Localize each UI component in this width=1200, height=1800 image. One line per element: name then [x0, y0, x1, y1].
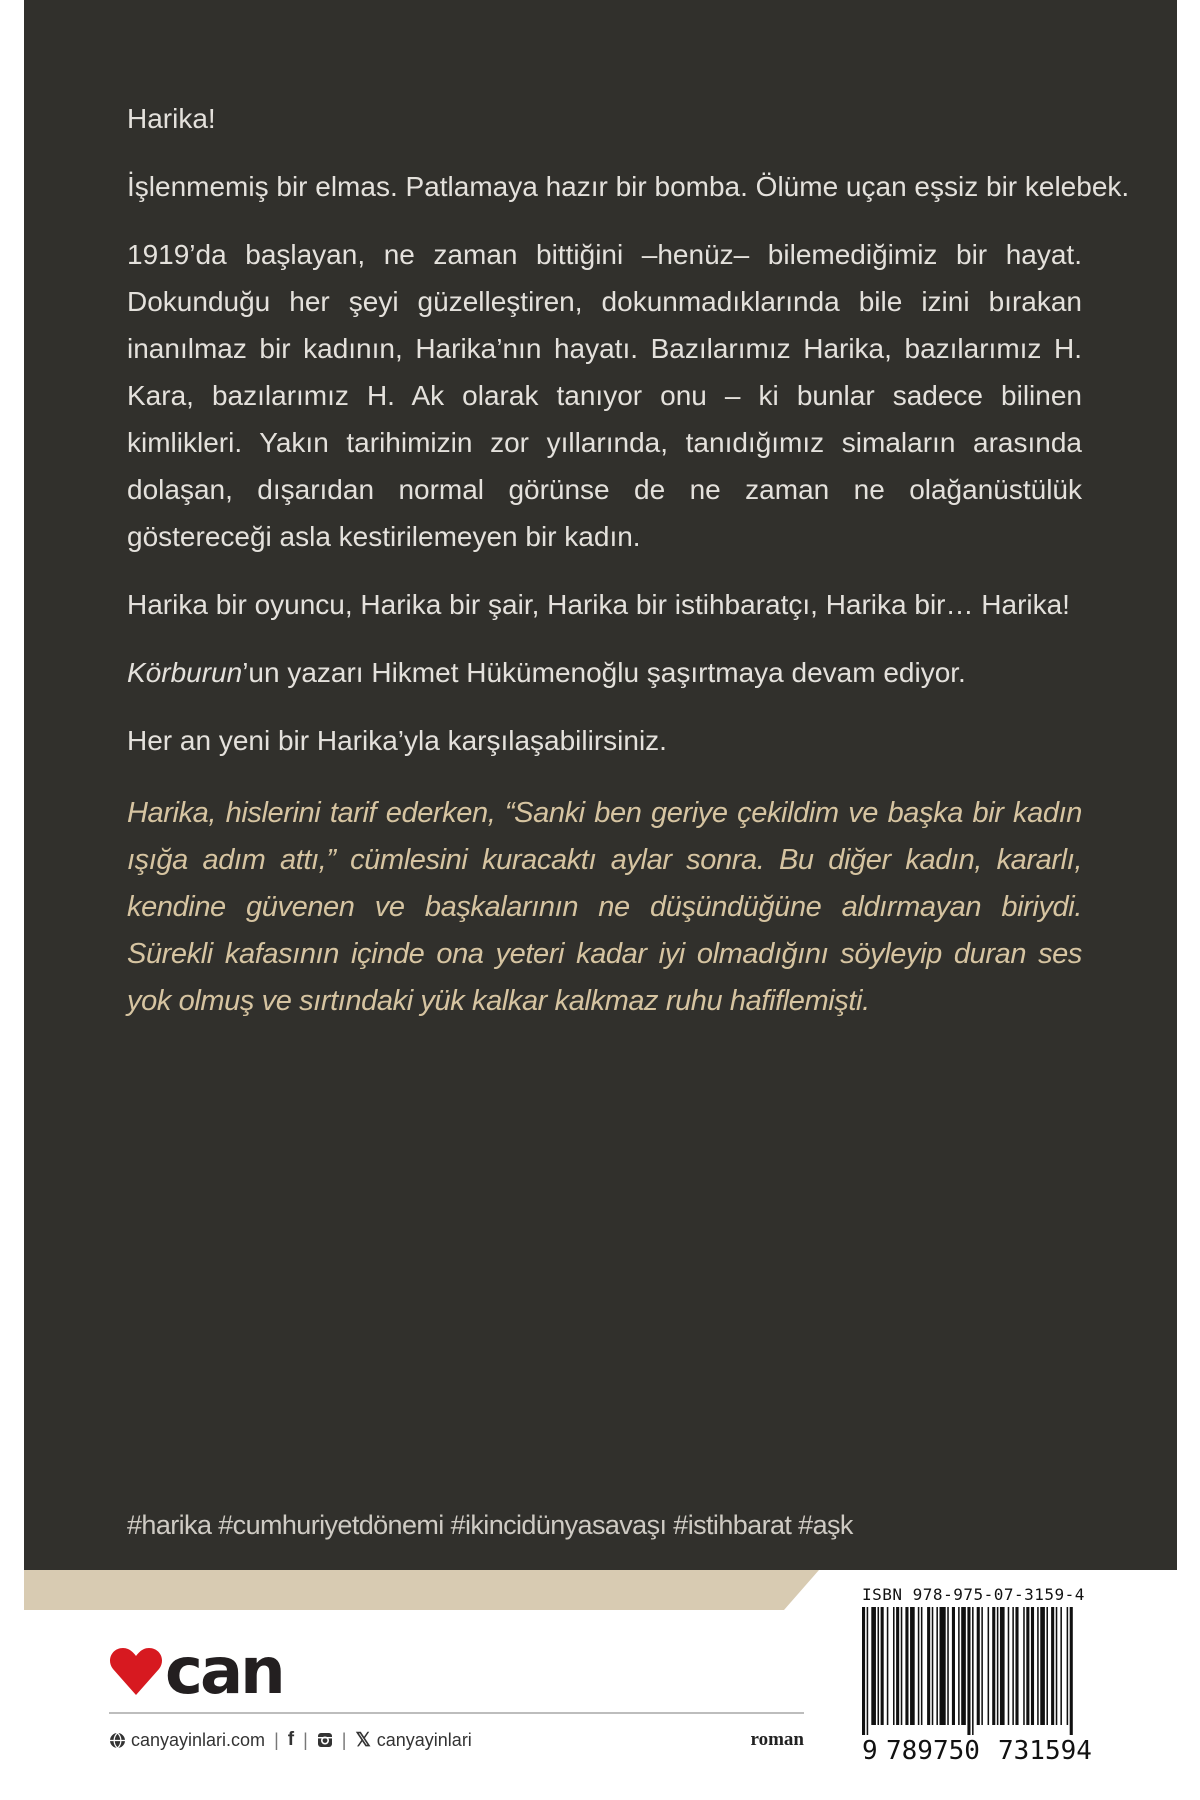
blurb-column	[127, 95, 1130, 785]
publisher-logo	[109, 1635, 283, 1709]
barcode-bar	[918, 1607, 920, 1725]
barcode-bar	[967, 1607, 970, 1735]
isbn-left-group: 789750	[886, 1736, 980, 1766]
blurb-paragraph-2: İşlenmemiş bir elmas. Patlamaya hazır bir bomba. Ölüme uçan eşsiz bir kelebek.	[127, 171, 1130, 202]
barcode-bar	[905, 1607, 908, 1725]
barcode-bar	[936, 1607, 938, 1725]
barcode-bar	[1015, 1607, 1018, 1725]
barcode-bar	[961, 1607, 966, 1725]
barcode-bar	[958, 1607, 960, 1725]
barcode-bar	[1008, 1607, 1010, 1725]
barcode-bar	[927, 1607, 930, 1725]
isbn-right-group: 731594	[998, 1736, 1092, 1766]
isbn-digits	[862, 1736, 1122, 1766]
blurb-paragraph-3: 1919’da başlayan, ne zaman bittiğini –henüz– bilemediğimiz bir hayat. Dokunduğu her şeyi güzelleştiren, dokunmadıklarında bile izini bırakan inanılmaz bir kadının, Harika’nın hayatı. Bazılarımız Harika, bazılarımız H. Kara, bazılarımız H. Ak olarak tanıyor onu – ki bunlar sadece bilinen kimlikleri. Yakın tarihimizin zor yıllarında, tanıdığımız simaların arasında dolaşan, dışarıdan normal görünse de ne zaman ne olağanüstülük göstereceği asla kestirilemeyen bir kadın.	[127, 239, 1082, 552]
barcode-bar	[878, 1607, 880, 1725]
barcode-bar	[862, 1607, 865, 1735]
author-line-text: ’un yazarı Hikmet Hükümenoğlu şaşırtmaya devam ediyor.	[242, 657, 966, 688]
barcode-bar	[972, 1607, 974, 1735]
barcode-bar	[1040, 1607, 1045, 1725]
separator: |	[341, 1729, 347, 1750]
barcode-bar	[896, 1607, 899, 1725]
barcode-bar	[867, 1607, 869, 1735]
globe-icon	[109, 1732, 126, 1749]
isbn-first-digit: 9	[862, 1736, 878, 1766]
hashtags: #harika #cumhuriyetdönemi #ikincidünyasavaşı #istihbarat #aşk	[127, 1510, 853, 1540]
closing-line: Her an yeni bir Harika’yla karşılaşabilirsiniz.	[127, 725, 667, 756]
barcode-bar	[1037, 1607, 1039, 1725]
barcode-bar	[952, 1607, 955, 1725]
barcode-bar	[1046, 1607, 1048, 1725]
barcode-bar	[1000, 1607, 1005, 1725]
separator: |	[274, 1729, 279, 1750]
barcode-bar	[881, 1607, 884, 1725]
blurb-paragraph-4: Harika bir oyuncu, Harika bir şair, Harika bir istihbaratçı, Harika bir… Harika!	[127, 589, 1070, 620]
book-back-cover	[24, 0, 1177, 1800]
barcode-bar	[1056, 1607, 1058, 1725]
blurb-paragraph-1: Harika!	[127, 103, 216, 134]
barcode-bar	[1012, 1607, 1014, 1725]
barcode-bar	[1067, 1607, 1069, 1725]
instagram-icon[interactable]	[317, 1732, 333, 1748]
barcode-bar	[871, 1607, 876, 1725]
barcode-bar	[988, 1607, 990, 1725]
dark-panel	[24, 0, 1177, 1570]
barcode-bar	[893, 1607, 895, 1725]
barcode-bar	[997, 1607, 999, 1725]
website-link[interactable]: canyayinlari.com	[131, 1729, 266, 1750]
barcode-bar	[1031, 1607, 1034, 1725]
x-icon[interactable]: 𝕏	[355, 1729, 371, 1751]
barcode-bar	[1026, 1607, 1029, 1725]
isbn-barcode	[860, 1607, 1112, 1735]
barcode-bar	[947, 1607, 949, 1725]
barcode-bar	[901, 1607, 903, 1725]
author-line	[127, 649, 1082, 696]
isbn-label: ISBN 978-975-07-3159-4	[862, 1585, 1085, 1604]
footer-divider	[109, 1712, 804, 1714]
publisher-contacts	[109, 1725, 804, 1755]
excerpt-quote: Harika, hislerini tarif ederken, “Sanki ben geriye çekildim ve başka bir kadın ışığa adım attı,” cümlesini kuracaktı aylar sonra. Bu diğer kadın, kararlı, kendine güvenen ve başkalarının ne düşündüğüne aldırmayan biriydi. Sürekli kafasının içinde ona yeteri kadar iyi olmadığını söyleyip duran ses yok olmuş ve sırtındaki yük kalkar kalkmaz ruhu hafiflemişti.	[127, 797, 1082, 1017]
barcode-bar	[921, 1607, 923, 1725]
barcode-bar	[1070, 1607, 1073, 1735]
logo-wordmark: can	[165, 1635, 283, 1709]
facebook-icon[interactable]: f	[287, 1729, 295, 1750]
separator: |	[303, 1729, 308, 1750]
genre-label: roman	[750, 1729, 804, 1750]
barcode-bar	[910, 1607, 915, 1725]
barcode-bar	[977, 1607, 980, 1725]
barcode-bar	[992, 1607, 995, 1725]
barcode-bar	[1060, 1607, 1062, 1725]
barcode-bar	[1051, 1607, 1054, 1725]
heart-icon	[109, 1647, 163, 1697]
barcode-bar	[1023, 1607, 1025, 1725]
barcode-bar	[940, 1607, 946, 1725]
barcode-bar	[932, 1607, 934, 1725]
social-handle[interactable]: canyayinlari	[376, 1729, 472, 1750]
barcode-bar	[887, 1607, 889, 1725]
barcode-bar	[981, 1607, 983, 1725]
book-title: Körburun	[127, 657, 243, 688]
